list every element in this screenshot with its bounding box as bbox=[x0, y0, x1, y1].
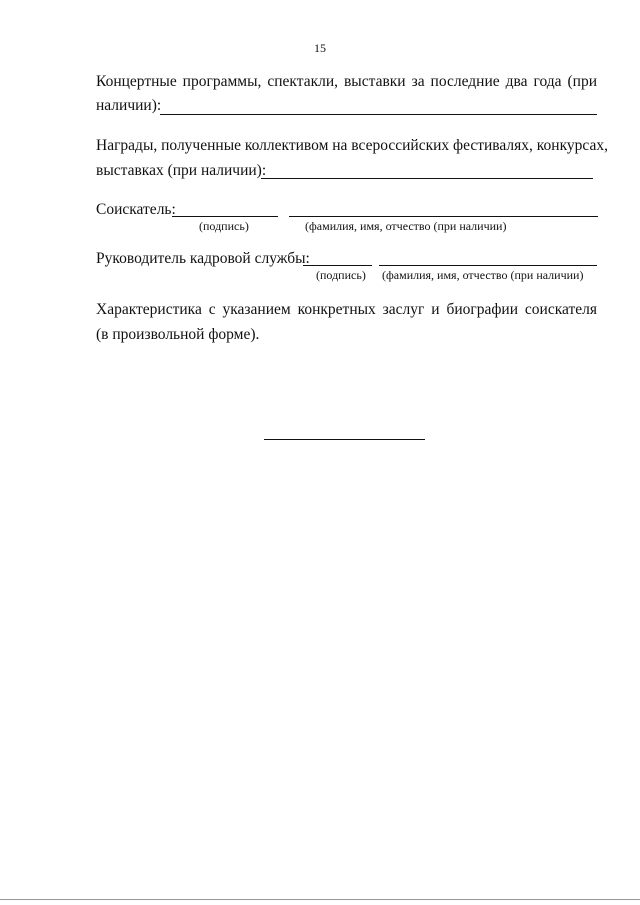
page-bottom-edge bbox=[0, 899, 640, 900]
hr-head-signature-line bbox=[303, 265, 372, 266]
applicant-name-caption: (фамилия, имя, отчество (при наличии) bbox=[305, 219, 507, 233]
applicant-signature-caption: (подпись) bbox=[199, 219, 249, 233]
hr-head-label: Руководитель кадровой службы: bbox=[96, 250, 310, 267]
concerts-text-line-1: Концертные программы, спектакли, выставки за последние два года (при bbox=[96, 73, 597, 90]
hr-head-signature-caption: (подпись) bbox=[316, 268, 366, 282]
awards-text-line-1: Награды, полученные коллективом на всероссийских фестивалях, конкурсах, bbox=[96, 137, 608, 154]
awards-fill-line bbox=[261, 178, 593, 179]
characteristic-text-line-1: Характеристика с указанием конкретных заслуг и биографии соискателя bbox=[96, 301, 597, 318]
applicant-name-line bbox=[289, 216, 598, 217]
hr-head-name-line bbox=[379, 265, 597, 266]
awards-text-line-2: выставках (при наличии): bbox=[96, 162, 267, 179]
hr-head-name-caption: (фамилия, имя, отчество (при наличии) bbox=[382, 268, 584, 282]
applicant-signature-line bbox=[172, 216, 278, 217]
applicant-label: Соискатель: bbox=[96, 201, 176, 218]
closing-separator-line bbox=[264, 439, 425, 440]
concerts-fill-line bbox=[160, 114, 597, 115]
concerts-text-line-2: наличии): bbox=[96, 97, 162, 114]
characteristic-text-line-2: (в произвольной форме). bbox=[96, 326, 260, 343]
page-number: 15 bbox=[314, 41, 326, 55]
